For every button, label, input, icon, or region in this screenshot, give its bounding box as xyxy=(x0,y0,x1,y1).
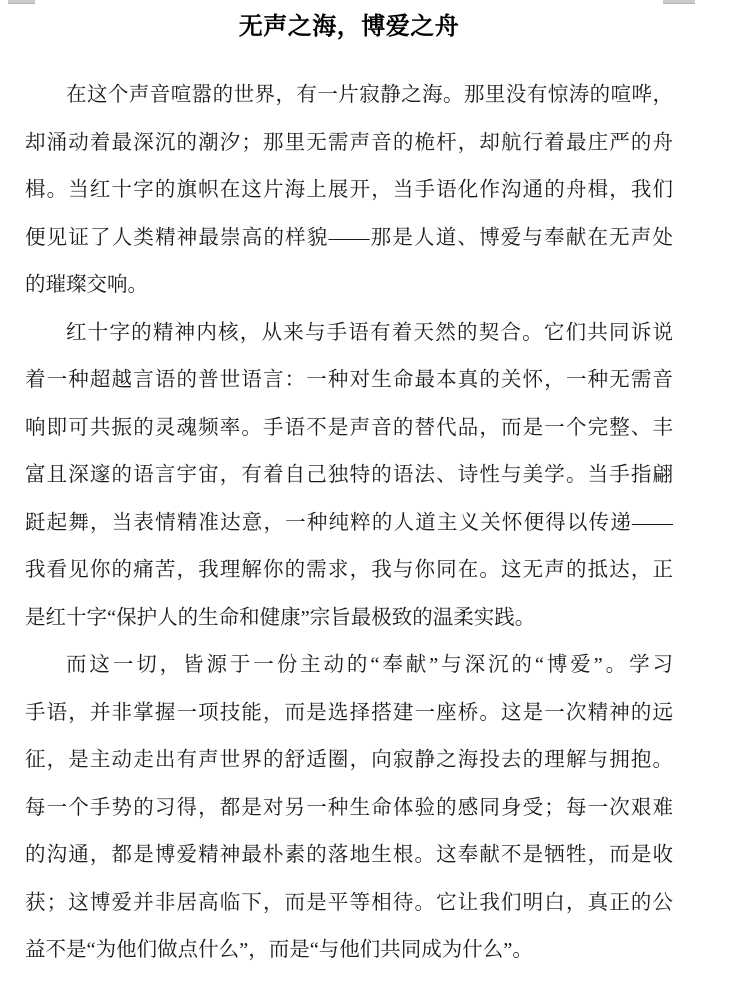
window-edge-fragment-left xyxy=(8,0,35,4)
text-line: 益不是“为他们做点什么”，而是“与他们共同成为什么”。 xyxy=(25,939,533,961)
text-line: 的沟通，都是博爱精神最朴素的落地生根。这奉献不是牺牲，而是收 xyxy=(25,844,673,866)
text-line: 而这一切，皆源于一份主动的“奉献”与深沉的“博爱”。学习 xyxy=(66,654,673,676)
paragraph xyxy=(25,310,673,643)
text-line: 手语，并非掌握一项技能，而是选择搭建一座桥。这是一次精神的远 xyxy=(25,701,673,724)
text-line: 富且深邃的语言宇宙，有着自己独特的语法、诗性与美学。当手指翩 xyxy=(25,464,673,486)
document-body xyxy=(25,72,673,975)
text-line: 我看见你的痛苦，我理解你的需求，我与你同在。这无声的抵达，正 xyxy=(25,559,673,581)
paragraph xyxy=(25,642,673,975)
text-line: 征，是主动走出有声世界的舒适圈，向寂静之海投去的理解与拥抱。 xyxy=(25,749,673,771)
text-line: 红十字的精神内核，从来与手语有着天然的契合。它们共同诉说 xyxy=(66,321,673,344)
text-line: 每一个手势的习得，都是对另一种生命体验的感同身受；每一次艰难 xyxy=(25,796,673,819)
document-title: 无声之海，博爱之舟 xyxy=(238,13,460,40)
text-line: 响即可共振的灵魂频率。手语不是声音的替代品，而是一个完整、丰 xyxy=(25,416,673,439)
window-edge-fragment-right xyxy=(663,0,695,4)
text-line: 在这个声音喧嚣的世界，有一片寂静之海。那里没有惊涛的喧哗， xyxy=(66,84,673,106)
text-line: 获；这博爱并非居高临下，而是平等相待。它让我们明白，真正的公 xyxy=(25,891,673,914)
text-line: 便见证了人类精神最崇高的样貌——那是人道、博爱与奉献在无声处 xyxy=(25,226,673,249)
text-line: 的璀璨交响。 xyxy=(25,274,148,296)
text-line: 却涌动着最深沉的潮汐；那里无需声音的桅杆，却航行着最庄严的舟 xyxy=(25,131,673,154)
text-line: 着一种超越言语的普世语言：一种对生命最本真的关怀，一种无需音 xyxy=(25,369,673,391)
text-line: 是红十字“保护人的生命和健康”宗旨最极致的温柔实践。 xyxy=(25,606,536,629)
text-line: 楫。当红十字的旗帜在这片海上展开，当手语化作沟通的舟楫，我们 xyxy=(25,179,673,201)
text-line: 跹起舞，当表情精准达意，一种纯粹的人道主义关怀便得以传递—— xyxy=(25,511,673,534)
paragraph xyxy=(25,72,673,310)
